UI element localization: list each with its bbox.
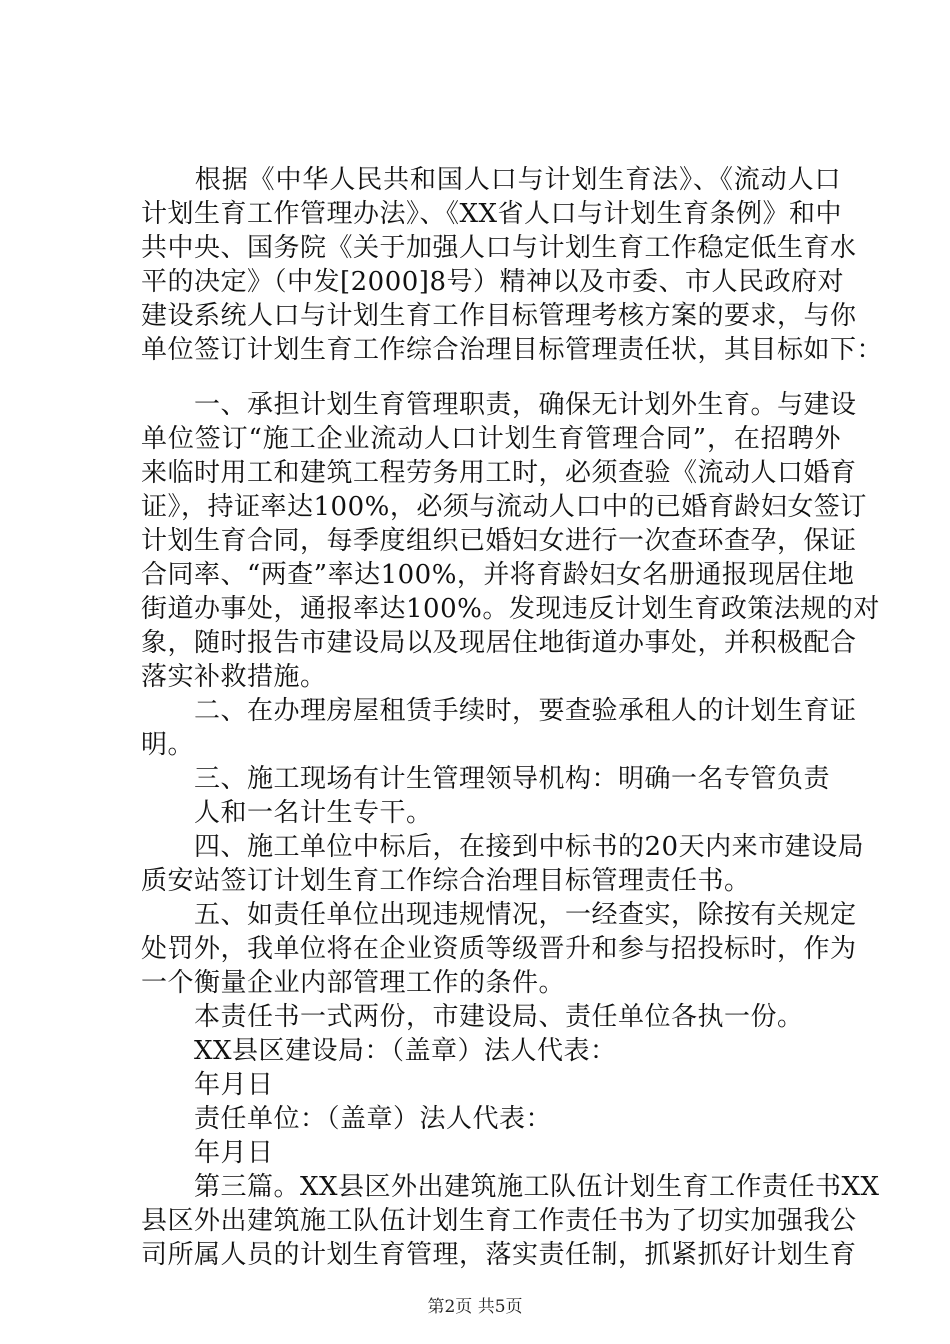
clause-1-line-7: 街道办事处，通报率达100%。发现违反计划生育政策法规的对 (141, 594, 880, 624)
signature-unit-date: 年月日 (141, 1138, 274, 1168)
clause-5-line-1: 五、如责任单位出现违规情况，一经查实，除按有关规定 (141, 900, 857, 930)
clause-4-line-2: 质安站签订计划生育工作综合治理目标管理责任书。 (141, 866, 751, 896)
clause-1-line-3: 来临时用工和建筑工程劳务用工时，必须查验《流动人口婚育 (141, 458, 857, 488)
paragraph-preamble-line-5: 建设系统人口与计划生育工作目标管理考核方案的要求，与你 (141, 301, 857, 331)
clause-2-line-2: 明。 (141, 730, 195, 760)
clause-3-line-1: 三、施工现场有计生管理领导机构：明确一名专管负责 (141, 764, 831, 794)
clause-1-line-8: 象，随时报告市建设局以及现居住地街道办事处，并积极配合 (141, 628, 857, 658)
clause-4-line-1: 四、施工单位中标后，在接到中标书的20天内来市建设局 (141, 832, 865, 862)
paragraph-preamble-line-3: 共中央、国务院《关于加强人口与计划生育工作稳定低生育水 (141, 233, 857, 263)
clause-1-line-5: 计划生育合同，每季度组织已婚妇女进行一次查环查孕，保证 (141, 526, 857, 556)
section-three-line-3: 司所属人员的计划生育管理，落实责任制，抓紧抓好计划生育 (141, 1240, 857, 1270)
clause-1-line-1: 一、承担计划生育管理职责，确保无计划外生育。与建设 (141, 390, 857, 420)
clause-1-line-6: 合同率、“两查”率达100%，并将育龄妇女名册通报现居住地 (141, 560, 855, 590)
signature-bureau-date: 年月日 (141, 1070, 274, 1100)
section-three-line-2: 县区外出建筑施工队伍计划生育工作责任书为了切实加强我公 (141, 1206, 857, 1236)
page-number-footer: 第2页 共5页 (427, 1297, 523, 1317)
clause-5-line-2: 处罚外，我单位将在企业资质等级晋升和参与招投标时，作为 (141, 934, 857, 964)
clause-2-line-1: 二、在办理房屋租赁手续时，要查验承租人的计划生育证 (141, 696, 857, 726)
signature-unit: 责任单位：（盖章）法人代表： (141, 1104, 553, 1134)
clause-1-line-2: 单位签订“施工企业流动人口计划生育管理合同”，在招聘外 (141, 424, 841, 454)
clause-1-line-4: 证》，持证率达100%，必须与流动人口中的已婚育龄妇女签订 (141, 492, 867, 522)
paragraph-preamble-line-1: 根据《中华人民共和国人口与计划生育法》、《流动人口 (141, 165, 841, 195)
paragraph-preamble-line-6: 单位签订计划生育工作综合治理目标管理责任状，其目标如下： (141, 335, 884, 365)
paragraph-preamble-line-2: 计划生育工作管理办法》、《XX省人口与计划生育条例》和中 (141, 199, 843, 229)
paragraph-preamble-line-4: 平的决定》（中发[2000]8号）精神以及市委、市人民政府对 (141, 267, 844, 297)
clause-5-line-3: 一个衡量企业内部管理工作的条件。 (141, 968, 566, 998)
copies-statement: 本责任书一式两份，市建设局、责任单位各执一份。 (141, 1002, 804, 1032)
signature-bureau: XX县区建设局：（盖章）法人代表： (141, 1036, 617, 1066)
clause-3-line-2: 人和一名计生专干。 (141, 798, 433, 828)
clause-1-line-9: 落实补救措施。 (141, 662, 327, 692)
section-three-line-1: 第三篇。XX县区外出建筑施工队伍计划生育工作责任书XX (141, 1172, 880, 1202)
